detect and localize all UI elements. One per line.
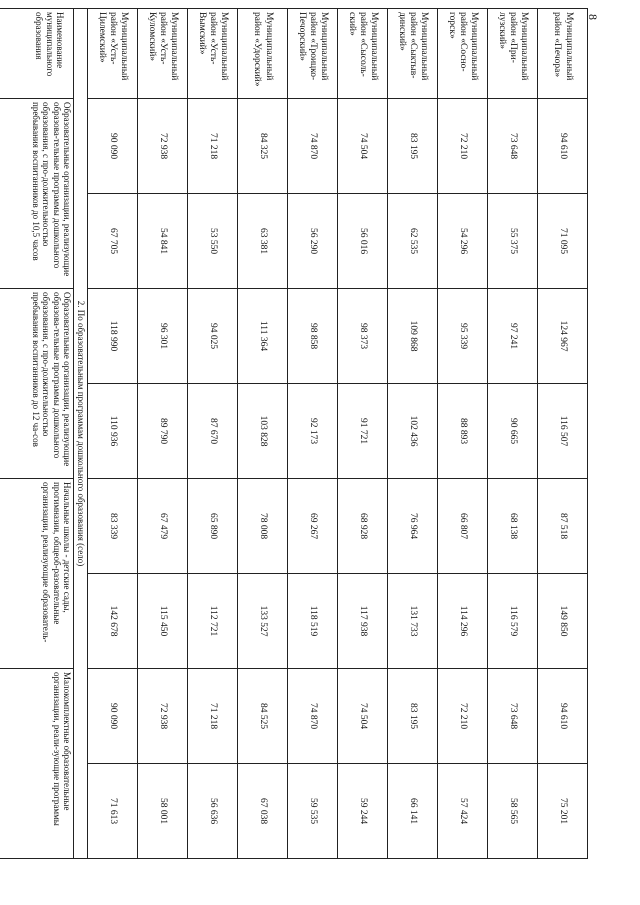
value-cell: 91 721 <box>338 384 388 479</box>
table-row <box>238 9 288 859</box>
value-cell: 90 665 <box>488 384 538 479</box>
table-row <box>388 9 438 859</box>
section-title: 2. По образовательным программам дошкольного образования (село) <box>74 9 88 859</box>
value-cell: 68 138 <box>488 479 538 574</box>
value-cell: 116 507 <box>538 384 588 479</box>
header-group-12-hours: Образовательные организации, реализующие образова-тельные программы дошкольного образования, с про-должительностью пребывания воспитанников до 12 ча-сов <box>0 289 74 479</box>
value-cell: 73 648 <box>488 99 538 194</box>
value-cell: 71 095 <box>538 194 588 289</box>
value-cell: 68 928 <box>338 479 388 574</box>
value-cell: 114 296 <box>438 574 488 669</box>
municipality-name: Муниципальный район «Усть-Вымский» <box>188 9 238 99</box>
value-cell: 94 025 <box>188 289 238 384</box>
value-cell: 56 636 <box>188 764 238 859</box>
value-cell: 84 525 <box>238 669 288 764</box>
value-cell: 90 090 <box>88 99 138 194</box>
value-cell: 65 890 <box>188 479 238 574</box>
value-cell: 92 173 <box>288 384 338 479</box>
municipality-name: Муниципальный район «Сосно-горск» <box>438 9 488 99</box>
value-cell: 69 267 <box>288 479 338 574</box>
value-cell: 75 201 <box>538 764 588 859</box>
municipality-name: Муниципальный район «Сыктыв-динский» <box>388 9 438 99</box>
value-cell: 131 733 <box>388 574 438 669</box>
value-cell: 98 373 <box>338 289 388 384</box>
table-row <box>288 9 338 859</box>
value-cell: 71 613 <box>88 764 138 859</box>
value-cell: 83 339 <box>88 479 138 574</box>
header-row <box>0 9 74 859</box>
value-cell: 98 858 <box>288 289 338 384</box>
section-title-row <box>74 9 88 859</box>
value-cell: 90 090 <box>88 669 138 764</box>
value-cell: 54 296 <box>438 194 488 289</box>
value-cell: 73 648 <box>488 669 538 764</box>
value-cell: 97 241 <box>488 289 538 384</box>
value-cell: 84 325 <box>238 99 288 194</box>
value-cell: 115 450 <box>138 574 188 669</box>
municipality-name: Муниципальный район «Усть-Куломский» <box>138 9 188 99</box>
value-cell: 76 964 <box>388 479 438 574</box>
value-cell: 71 218 <box>188 99 238 194</box>
header-group-primary-schools: Начальные школы - детские сады, прогимназии, общеоб-разовательные организации, реализующие образователь- <box>0 479 74 669</box>
value-cell: 142 678 <box>88 574 138 669</box>
value-cell: 96 301 <box>138 289 188 384</box>
value-cell: 94 610 <box>538 99 588 194</box>
value-cell: 66 141 <box>388 764 438 859</box>
municipality-name: Муниципальный район «Печора» <box>538 9 588 99</box>
value-cell: 124 967 <box>538 289 588 384</box>
value-cell: 56 290 <box>288 194 338 289</box>
value-cell: 111 364 <box>238 289 288 384</box>
value-cell: 58 001 <box>138 764 188 859</box>
value-cell: 78 008 <box>238 479 288 574</box>
value-cell: 71 218 <box>188 669 238 764</box>
value-cell: 58 565 <box>488 764 538 859</box>
header-col-name: Наименование муниципального образования <box>0 9 74 99</box>
header-group-10-5-hours: Образовательные организации, реализующие образова-тельные программы дошкольного образования, с про-должительностью пребывания воспитанников до 10,5 часов <box>0 99 74 289</box>
value-cell: 109 868 <box>388 289 438 384</box>
value-cell: 56 016 <box>338 194 388 289</box>
value-cell: 54 841 <box>138 194 188 289</box>
value-cell: 103 828 <box>238 384 288 479</box>
value-cell: 88 893 <box>438 384 488 479</box>
value-cell: 59 244 <box>338 764 388 859</box>
value-cell: 149 850 <box>538 574 588 669</box>
value-cell: 59 535 <box>288 764 338 859</box>
value-cell: 118 519 <box>288 574 338 669</box>
value-cell: 87 518 <box>538 479 588 574</box>
value-cell: 57 424 <box>438 764 488 859</box>
table-body <box>0 9 588 859</box>
value-cell: 74 870 <box>288 99 338 194</box>
value-cell: 117 938 <box>338 574 388 669</box>
table-row <box>138 9 188 859</box>
value-cell: 66 807 <box>438 479 488 574</box>
table-row <box>88 9 138 859</box>
value-cell: 74 504 <box>338 669 388 764</box>
value-cell: 133 527 <box>238 574 288 669</box>
value-cell: 67 705 <box>88 194 138 289</box>
value-cell: 72 938 <box>138 669 188 764</box>
municipality-name: Муниципальный район «При-лузский» <box>488 9 538 99</box>
municipality-name: Муниципальный район «Троицко-Печорский» <box>288 9 338 99</box>
funding-table <box>0 8 588 859</box>
value-cell: 118 990 <box>88 289 138 384</box>
value-cell: 72 210 <box>438 99 488 194</box>
value-cell: 83 195 <box>388 99 438 194</box>
value-cell: 102 436 <box>388 384 438 479</box>
value-cell: 116 579 <box>488 574 538 669</box>
table-row <box>488 9 538 859</box>
value-cell: 72 210 <box>438 669 488 764</box>
municipality-name: Муниципальный район «Сысоль-ский» <box>338 9 388 99</box>
municipality-name: Муниципальный район «Усть-Цилемский» <box>88 9 138 99</box>
table-row <box>338 9 388 859</box>
value-cell: 62 535 <box>388 194 438 289</box>
value-cell: 55 375 <box>488 194 538 289</box>
table-row <box>438 9 488 859</box>
value-cell: 110 936 <box>88 384 138 479</box>
header-group-small-schools: Малокомплектные образовательные организации, реали-зующие программы <box>0 669 74 859</box>
value-cell: 72 938 <box>138 99 188 194</box>
value-cell: 67 479 <box>138 479 188 574</box>
value-cell: 95 339 <box>438 289 488 384</box>
value-cell: 112 721 <box>188 574 238 669</box>
value-cell: 87 670 <box>188 384 238 479</box>
municipality-name: Муниципальный район «Удорский» <box>238 9 288 99</box>
value-cell: 74 870 <box>288 669 338 764</box>
value-cell: 63 381 <box>238 194 288 289</box>
rotated-table-page <box>30 8 588 858</box>
value-cell: 74 504 <box>338 99 388 194</box>
value-cell: 83 195 <box>388 669 438 764</box>
value-cell: 94 610 <box>538 669 588 764</box>
table-row <box>538 9 588 859</box>
value-cell: 89 790 <box>138 384 188 479</box>
table-row <box>188 9 238 859</box>
value-cell: 53 550 <box>188 194 238 289</box>
value-cell: 67 038 <box>238 764 288 859</box>
page-number: 8 <box>586 14 600 20</box>
